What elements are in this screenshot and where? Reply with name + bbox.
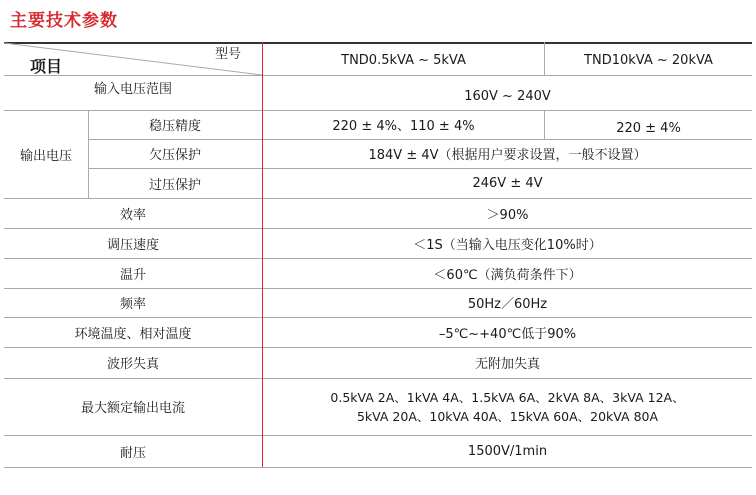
row-value-stability-b: 220 ± 4% bbox=[616, 121, 681, 136]
row-label-environment: 环境温度、相对温度 bbox=[74, 326, 192, 342]
row-label-efficiency: 效率 bbox=[119, 207, 146, 223]
row-label-input-voltage: 输入电压范围 bbox=[93, 81, 172, 97]
header-model-a: TND0.5kVA ~ 5kVA bbox=[341, 52, 466, 68]
max-current-line-1: 0.5kVA 2A、1kVA 4A、1.5kVA 6A、2kVA 8A、3kVA 12A、 bbox=[330, 389, 685, 405]
row-value-efficiency: ＞90% bbox=[486, 207, 529, 223]
row-value-under-voltage: 184V ± 4V（根据用户要求设置，一般不设置） bbox=[368, 148, 647, 163]
row-label-stability: 稳压精度 bbox=[148, 119, 201, 134]
row-label-regulation-speed: 调压速度 bbox=[106, 237, 159, 253]
row-label-frequency: 频率 bbox=[119, 297, 146, 312]
row-label-waveform: 波形失真 bbox=[106, 357, 159, 372]
header-item-label: 项目 bbox=[29, 56, 62, 76]
row-value-temp-rise: ＜60℃（满负荷条件下） bbox=[433, 267, 582, 283]
row-value-withstand: 1500V/1min bbox=[467, 443, 548, 459]
row-label-withstand: 耐压 bbox=[119, 445, 146, 461]
header-model-b: TND10kVA ~ 20kVA bbox=[584, 52, 713, 68]
row-value-environment: –5℃~+40℃低于90% bbox=[438, 326, 577, 342]
row-value-input-voltage: 160V ~ 240V bbox=[464, 88, 551, 104]
row-value-stability-a: 220 ± 4%、110 ± 4% bbox=[332, 119, 475, 134]
row-label-temp-rise: 温升 bbox=[119, 267, 146, 283]
row-value-over-voltage: 246V ± 4V bbox=[472, 175, 543, 191]
row-value-waveform: 无附加失真 bbox=[474, 357, 540, 372]
row-label-max-current: 最大额定输出电流 bbox=[80, 401, 185, 416]
row-label-over-voltage: 过压保护 bbox=[148, 177, 201, 193]
row-group-output-voltage: 输出电压 bbox=[19, 148, 72, 164]
page-title: 主要技术参数 bbox=[10, 11, 118, 31]
row-label-under-voltage: 欠压保护 bbox=[148, 148, 201, 163]
header-model-label: 型号 bbox=[214, 46, 241, 62]
row-value-regulation-speed: ＜1S（当输入电压变化10%时） bbox=[413, 237, 602, 253]
row-value-frequency: 50Hz／60Hz bbox=[467, 297, 548, 312]
max-current-line-2: 5kVA 20A、10kVA 40A、15kVA 60A、20kVA 80A bbox=[356, 408, 659, 424]
row-value-max-current bbox=[263, 378, 752, 435]
